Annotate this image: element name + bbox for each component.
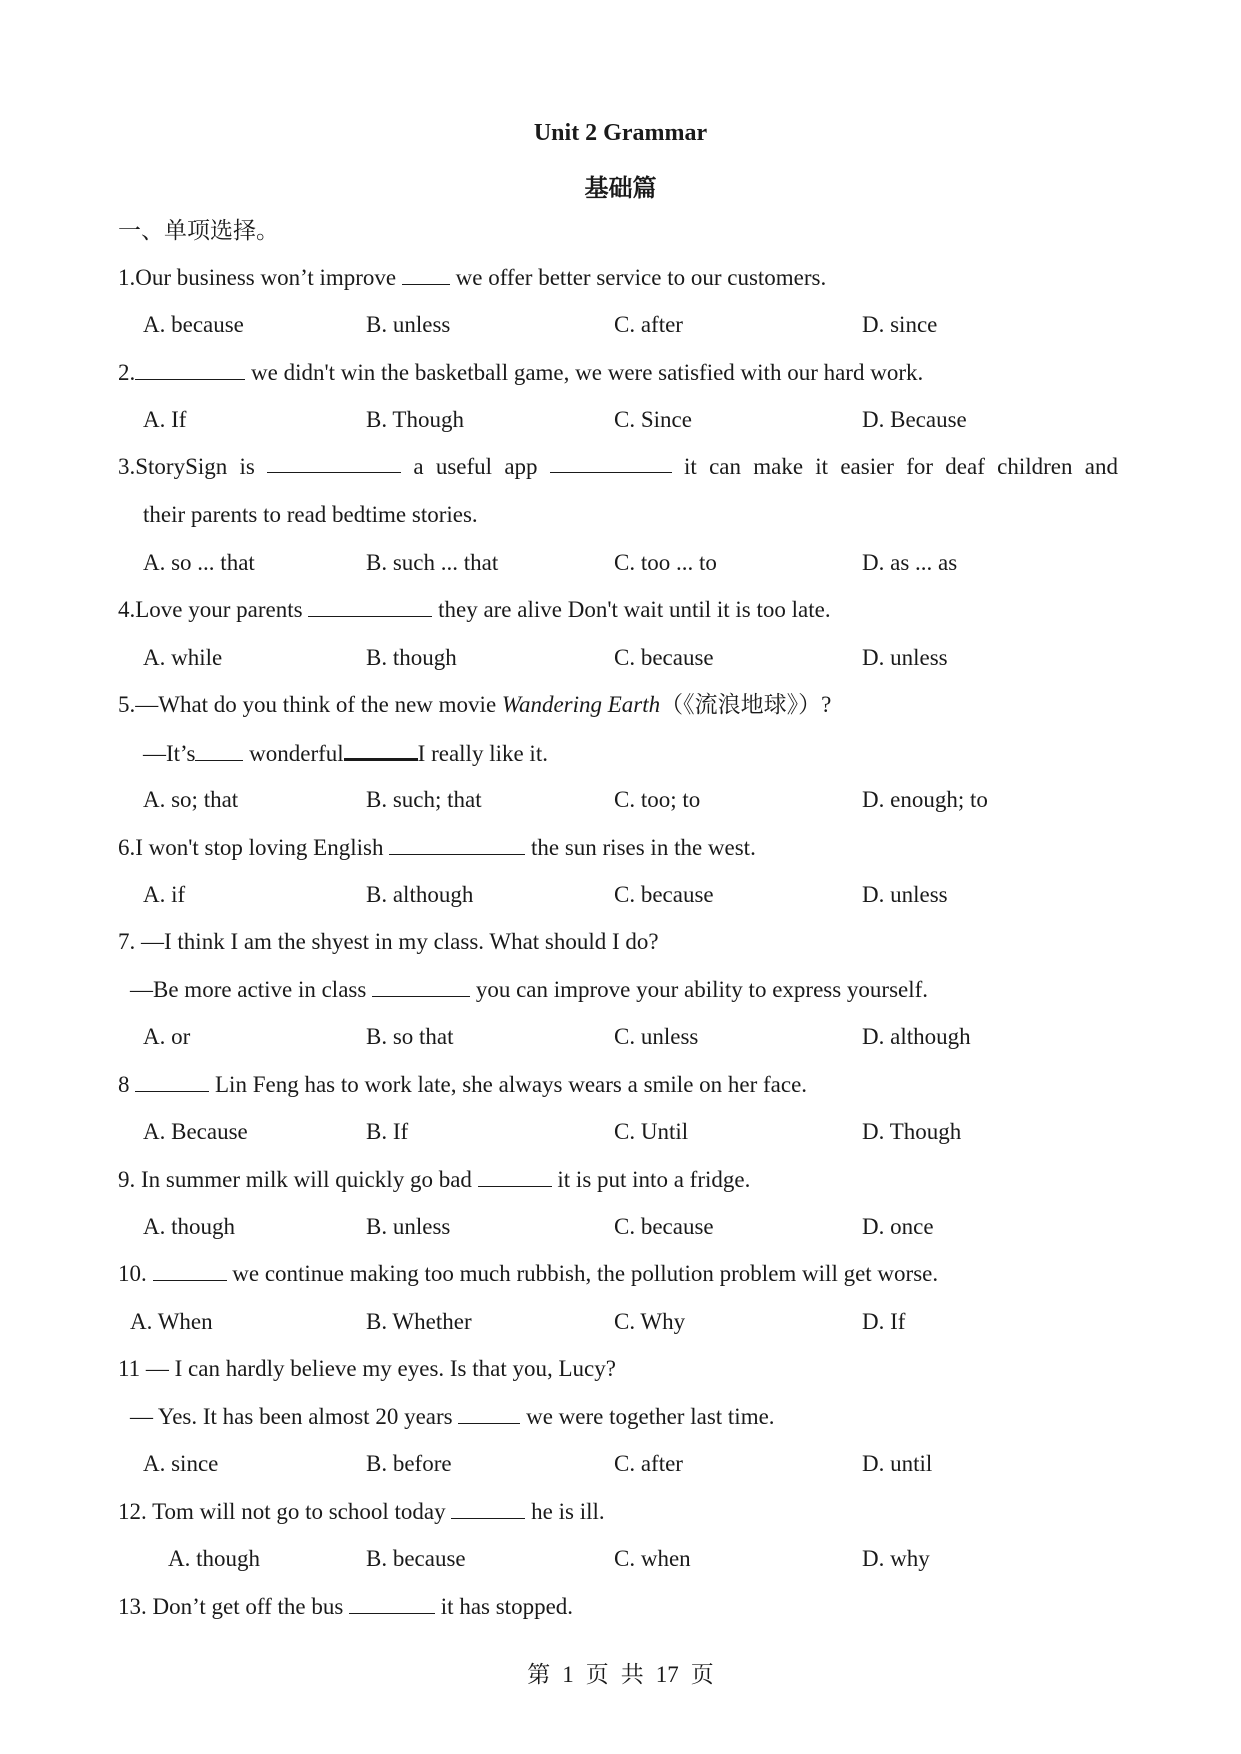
option-c: C. because: [614, 882, 714, 907]
option-a: A. If: [143, 407, 187, 432]
option-d: D. If: [862, 1309, 906, 1334]
answer-blank: [402, 264, 450, 285]
answer-blank-1: [267, 452, 401, 473]
option-b: B. If: [366, 1119, 409, 1144]
question-3-continuation: their parents to read bedtime stories.: [143, 502, 478, 527]
option-b: B. such ... that: [366, 550, 499, 575]
option-d: D. since: [862, 312, 938, 337]
question-11-reply: — Yes. It has been almost 20 years we were together last time.: [130, 1404, 775, 1429]
option-c: C. when: [614, 1546, 691, 1571]
option-c: C. after: [614, 1451, 683, 1476]
answer-blank: [451, 1498, 525, 1519]
option-a: A. since: [143, 1451, 219, 1476]
document-subtitle: 基础篇: [584, 176, 657, 202]
option-d: D. once: [862, 1214, 934, 1239]
option-b: B. though: [366, 645, 457, 670]
question-11: 11 — I can hardly believe my eyes. Is that you, Lucy?: [118, 1356, 616, 1381]
option-a: A. or: [143, 1024, 191, 1049]
question-7-reply: —Be more active in class you can improve your ability to express yourself.: [130, 977, 929, 1002]
answer-blank-2: [550, 452, 672, 473]
option-c: C. too ... to: [614, 550, 717, 575]
question-7: 7. —I think I am the shyest in my class. What should I do?: [118, 929, 659, 954]
option-d: D. why: [862, 1546, 930, 1571]
option-d: D. as ... as: [862, 550, 958, 575]
option-c: C. because: [614, 1214, 714, 1239]
option-b: B. such; that: [366, 787, 482, 812]
movie-title: Wandering Earth: [501, 692, 661, 717]
option-d: D. Because: [862, 407, 967, 432]
current-page-number: 1: [562, 1662, 574, 1687]
option-b: B. so that: [366, 1024, 454, 1049]
question-6: 6.I won't stop loving English the sun rises in the west.: [118, 835, 756, 860]
option-b: B. unless: [366, 1214, 451, 1239]
option-a: A. if: [143, 882, 186, 907]
total-page-count: 17: [655, 1662, 679, 1687]
option-c: C. Since: [614, 407, 692, 432]
answer-blank: [135, 359, 245, 380]
option-b: B. unless: [366, 312, 451, 337]
answer-blank: [153, 1260, 227, 1281]
option-c: C. after: [614, 312, 683, 337]
page-footer: 第 1 页 共 17 页: [527, 1662, 714, 1687]
option-c: C. unless: [614, 1024, 699, 1049]
option-a: A. because: [143, 312, 244, 337]
answer-blank-1: [195, 740, 243, 761]
option-d: D. enough; to: [862, 787, 988, 812]
question-2: 2. we didn't win the basketball game, we were satisfied with our hard work.: [118, 360, 924, 385]
section-heading: 一、单项选择。: [118, 218, 279, 243]
option-d: D. Though: [862, 1119, 962, 1144]
option-a: A. though: [168, 1546, 260, 1571]
option-a: A. though: [143, 1214, 235, 1239]
option-c: C. Until: [614, 1119, 689, 1144]
answer-blank-2: [344, 738, 418, 761]
option-a: A. When: [130, 1309, 213, 1334]
question-12: 12. Tom will not go to school today he is ill.: [118, 1499, 605, 1524]
option-b: B. because: [366, 1546, 466, 1571]
option-c: C. Why: [614, 1309, 686, 1334]
option-a: A. while: [143, 645, 223, 670]
answer-blank: [478, 1166, 552, 1187]
answer-blank: [308, 596, 432, 617]
answer-blank: [135, 1071, 209, 1092]
option-a: A. so; that: [143, 787, 239, 812]
question-5-reply: —It’s wonderful I really like it.: [143, 738, 548, 769]
answer-blank: [458, 1403, 520, 1424]
answer-blank: [389, 834, 525, 855]
question-9: 9. In summer milk will quickly go bad it is put into a fridge.: [118, 1167, 751, 1192]
option-b: B. Though: [366, 407, 464, 432]
option-d: D. although: [862, 1024, 971, 1049]
question-1: 1.Our business won’t improve we offer better service to our customers.: [118, 265, 827, 290]
answer-blank: [349, 1593, 435, 1614]
option-c: C. too; to: [614, 787, 701, 812]
option-b: B. before: [366, 1451, 452, 1476]
option-d: D. unless: [862, 645, 948, 670]
question-13: 13. Don’t get off the bus it has stopped.: [118, 1594, 574, 1619]
question-4: 4.Love your parents they are alive Don't wait until it is too late.: [118, 597, 831, 622]
option-d: D. until: [862, 1451, 933, 1476]
question-8: 8 Lin Feng has to work late, she always wears a smile on her face.: [118, 1072, 808, 1097]
option-d: D. unless: [862, 882, 948, 907]
option-a: A. so ... that: [143, 550, 255, 575]
option-c: C. because: [614, 645, 714, 670]
question-5: 5.—What do you think of the new movie Wandering Earth（《流浪地球》）?: [118, 692, 832, 717]
answer-blank: [372, 976, 470, 997]
question-3: 3.StorySign is a useful app it can make it easier for deaf children and: [118, 454, 1118, 479]
option-b: B. Whether: [366, 1309, 472, 1334]
option-b: B. although: [366, 882, 474, 907]
document-title: Unit 2 Grammar: [533, 120, 708, 146]
question-10: 10. we continue making too much rubbish, the pollution problem will get worse.: [118, 1261, 939, 1286]
option-a: A. Because: [143, 1119, 248, 1144]
